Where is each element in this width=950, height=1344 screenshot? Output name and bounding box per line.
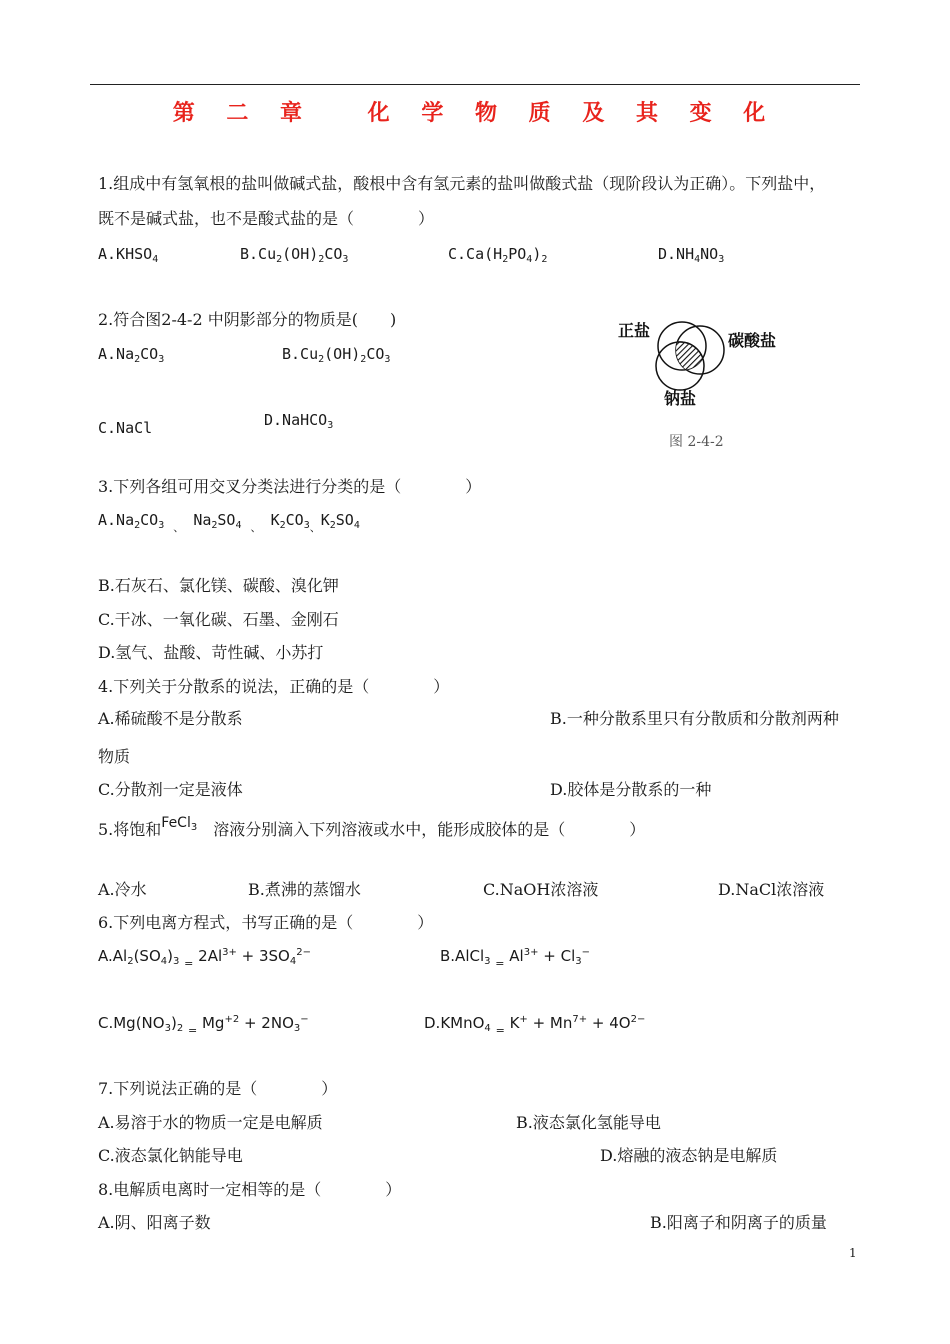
q2-stem: 2.符合图2-4-2 中阴影部分的物质是( ) [98, 310, 397, 329]
q7-option-b: B.液态氯化氢能导电 [516, 1113, 661, 1132]
q4-option-c: C.分散剂一定是液体 [98, 780, 243, 799]
q5-option-a: A.冷水 [98, 880, 147, 899]
q6-option-c: $C.Mg(NO_3)_2$ $_=$ $Mg^{+2} + 2NO_3^-$ [98, 1014, 309, 1037]
q2-option-b: $B.Cu_2(OH)_2CO_3$ [282, 345, 391, 365]
q6-option-a: $A.Al_2(SO_4)_3$ $_=$ $2Al^{3+} + 3SO_4^{2-}$ [98, 947, 311, 970]
q8-stem: 8.电解质电离时一定相等的是（ ） [98, 1180, 402, 1199]
q4-option-b: B.一种分散系里只有分散质和分散剂两种 [550, 709, 839, 728]
header-rule [90, 84, 860, 85]
figure-caption: 图 2-4-2 [669, 434, 724, 450]
q5-option-c: C.NaOH浓溶液 [483, 880, 599, 899]
venn-label-carbonate: 碳酸盐 [728, 331, 777, 350]
q5-stem: 5.将饱和FeCl$_3$ 溶液分别滴入下列溶液或水中，能形成胶体的是（ ） [98, 815, 646, 839]
q8-option-b: B.阳离子和阴离子的质量 [650, 1213, 827, 1232]
q2-option-c: C.NaCl [98, 419, 153, 437]
q4-option-d: D.胶体是分散系的一种 [550, 780, 712, 799]
venn-label-sodium-salt: 钠盐 [664, 389, 697, 408]
q3-stem: 3.下列各组可用交叉分类法进行分类的是（ ） [98, 477, 482, 496]
q7-option-d: D.熔融的液态钠是电解质 [600, 1146, 778, 1165]
q7-option-c: C.液态氯化钠能导电 [98, 1146, 243, 1165]
q6-option-d: D.KMnO$_4$ $_=$ $K^+ + Mn^{7+} + 4O^{2-}$ [424, 1014, 646, 1037]
q3-option-a: $A.Na_2CO_3$ $_、$ $Na_2SO_4$ $_、$ $K_2CO_{3、}K_2SO_4$ [98, 511, 360, 534]
q1-option-c: $C.Ca(H_2PO_4)_2$ [448, 245, 548, 265]
q6-option-b: B.AlCl$_3$ $_=$ $Al^{3+} + Cl_3^-$ [440, 947, 590, 970]
q6-stem: 6.下列电离方程式，书写正确的是（ ） [98, 913, 434, 932]
q8-option-a: A.阴、阳离子数 [98, 1213, 211, 1232]
chapter-title: 第 二 章 化 学 物 质 及 其 变 化 [172, 101, 778, 126]
q4-option-a: A.稀硫酸不是分散系 [98, 709, 243, 728]
q4-option-b-continued: 物质 [98, 747, 131, 766]
q7-stem: 7.下列说法正确的是（ ） [98, 1079, 338, 1098]
fecl3-formula: FeCl$_3$ [161, 815, 198, 833]
venn-label-normal-salt: 正盐 [618, 321, 651, 340]
q1-stem-line2: 既不是碱式盐，也不是酸式盐的是（ ） [98, 209, 435, 228]
q3-option-c: C.干冰、一氧化碳、石墨、金刚石 [98, 610, 339, 629]
q1-stem-line1: 1.组成中有氢氧根的盐叫做碱式盐，酸根中含有氢元素的盐叫做酸式盐（现阶段认为正确）。下列盐中， [98, 174, 826, 193]
q2-option-d: D.NaHCO$_3$ [264, 411, 334, 431]
q1-option-d: $D.NH_4NO_3$ [658, 245, 725, 265]
q1-option-a: $A.KHSO_4$ [98, 245, 159, 265]
q2-option-a: $A.Na_2CO_3$ [98, 345, 165, 365]
page-number: 1 [849, 1246, 857, 1260]
q5-option-b: B.煮沸的蒸馏水 [248, 880, 361, 899]
q1-option-b: $B.Cu_2(OH)_2CO_3$ [240, 245, 349, 265]
q3-option-d: D.氢气、盐酸、苛性碱、小苏打 [98, 643, 324, 662]
q7-option-a: A.易溶于水的物质一定是电解质 [98, 1113, 323, 1132]
q5-option-d: D.NaCl浓溶液 [718, 880, 825, 899]
q4-stem: 4.下列关于分散系的说法，正确的是（ ） [98, 677, 450, 696]
q3-option-b: B.石灰石、氯化镁、碳酸、溴化钾 [98, 576, 339, 595]
venn-diagram [616, 314, 786, 410]
